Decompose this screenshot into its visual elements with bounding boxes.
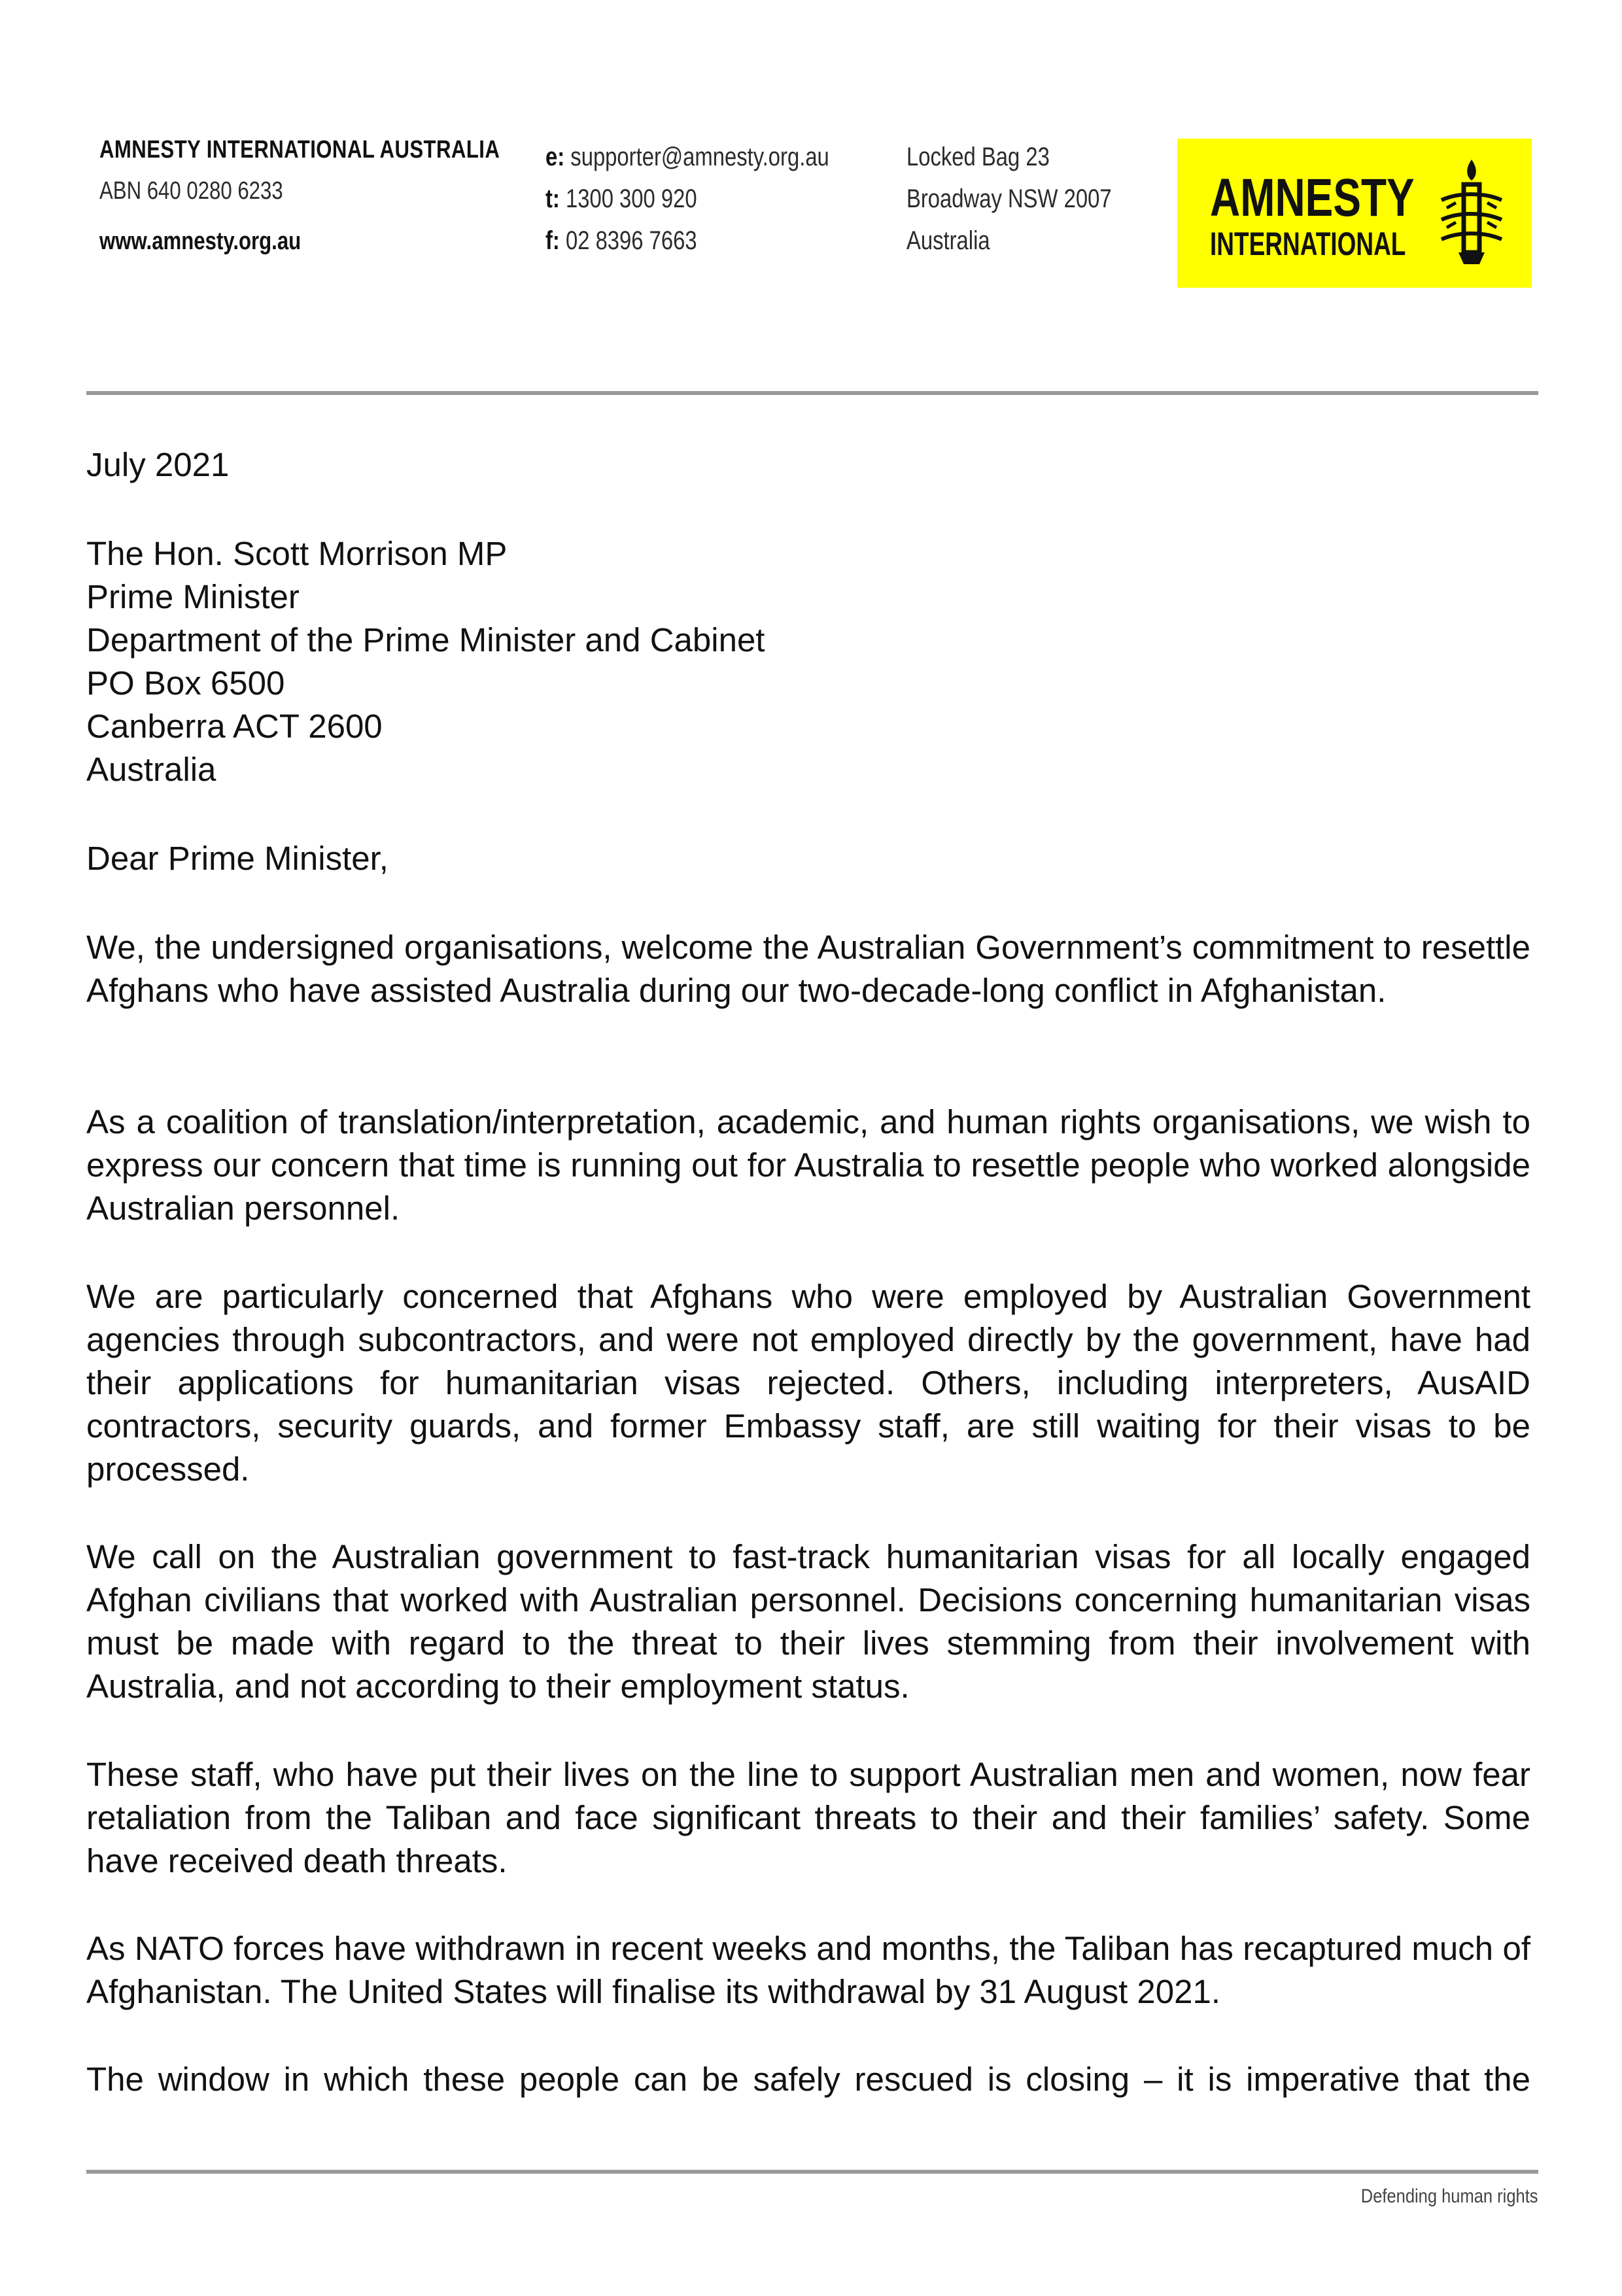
header-divider [86,391,1538,395]
salutation-text: Dear Prime Minister, [86,840,388,877]
paragraph-text: As a coalition of translation/interpretation, academic, and human rights organisations, we wish to express our concern that time is running out for Australia to resettle people who worked alongside Australian personnel. [86,1103,1530,1227]
recipient-line: Department of the Prime Minister and Cabinet [86,621,765,659]
recipient-line: The Hon. Scott Morrison MP [86,535,508,572]
recipient-address [86,532,1530,791]
org-abn: ABN 640 0280 6233 [99,177,283,205]
paragraph-text: We, the undersigned organisations, welcome the Australian Government’s commitment to resettle Afghans who have assisted Australia during our two-decade-long conflict in Afghanistan. [86,929,1530,1009]
recipient-line: Canberra ACT 2600 [86,708,383,745]
date-text: July 2021 [86,446,230,483]
logo-line-1: AMNESTY [1210,168,1415,228]
address-line-2: Broadway NSW 2007 [906,184,1112,213]
letter-paragraph [86,1101,1530,1230]
recipient-line: Prime Minister [86,578,300,615]
letter-paragraph [86,1753,1530,1883]
amnesty-logo [1177,139,1532,288]
email-label: e: [545,143,565,171]
footer-tagline: Defending human rights [1361,2185,1538,2207]
postal-address [906,136,1156,262]
candle-barbed-wire-icon [1432,154,1511,272]
paragraph-text: These staff, who have put their lives on the line to support Australian men and women, now fear retaliation from the Taliban and face significant threats to their and their families’ safety. Some have received death threats. [86,1756,1530,1879]
address-line-1: Locked Bag 23 [906,143,1050,171]
letter-paragraph [86,926,1530,1012]
recipient-line: PO Box 6500 [86,664,285,702]
contact-details [545,136,891,262]
letter-paragraph [86,2058,1530,2101]
salutation [86,837,1530,880]
paragraph-text: The window in which these people can be safely rescued is closing – it is imperative that the [86,2061,1530,2098]
logo-line-2: INTERNATIONAL [1210,226,1406,262]
org-name: AMNESTY INTERNATIONAL AUSTRALIA [99,136,500,163]
fax-label: f: [545,226,560,255]
org-contact-block [99,136,588,256]
fax-value: 02 8396 7663 [565,226,697,255]
email-value[interactable]: supporter@amnesty.org.au [570,143,829,171]
letter-paragraph [86,1275,1530,1491]
paragraph-text: We are particularly concerned that Afghans who were employed by Australian Government agencies through subcontractors, and were not employed directly by the government, have had their applications for humanitarian visas rejected. Others, including interpreters, AusAID contractors, security guards, and former Embassy staff, are still waiting for their visas to be processed. [86,1278,1530,1488]
address-line-3: Australia [906,226,990,255]
phone-label: t: [545,184,560,213]
recipient-line: Australia [86,751,216,788]
paragraph-text: As NATO forces have withdrawn in recent weeks and months, the Taliban has recaptured much of Afghanistan. The United States will finalise its withdrawal by 31 August 2021. [86,1930,1530,2010]
email-line[interactable] [545,136,829,178]
letter-paragraph [86,1535,1530,1708]
paragraph-text: We call on the Australian government to fast-track humanitarian visas for all locally engaged Afghan civilians that worked with Australian personnel. Decisions concerning humanitarian visas must be made with regard to the threat to their lives stemming from their involvement with Australia, and not according to their employment status. [86,1538,1530,1705]
phone-line [545,178,829,220]
fax-line [545,220,829,262]
letter-date [86,443,1530,487]
org-website[interactable]: www.amnesty.org.au [99,228,302,255]
letter-paragraph [86,1927,1530,2013]
phone-value: 1300 300 920 [565,184,697,213]
footer-divider [86,2170,1538,2174]
